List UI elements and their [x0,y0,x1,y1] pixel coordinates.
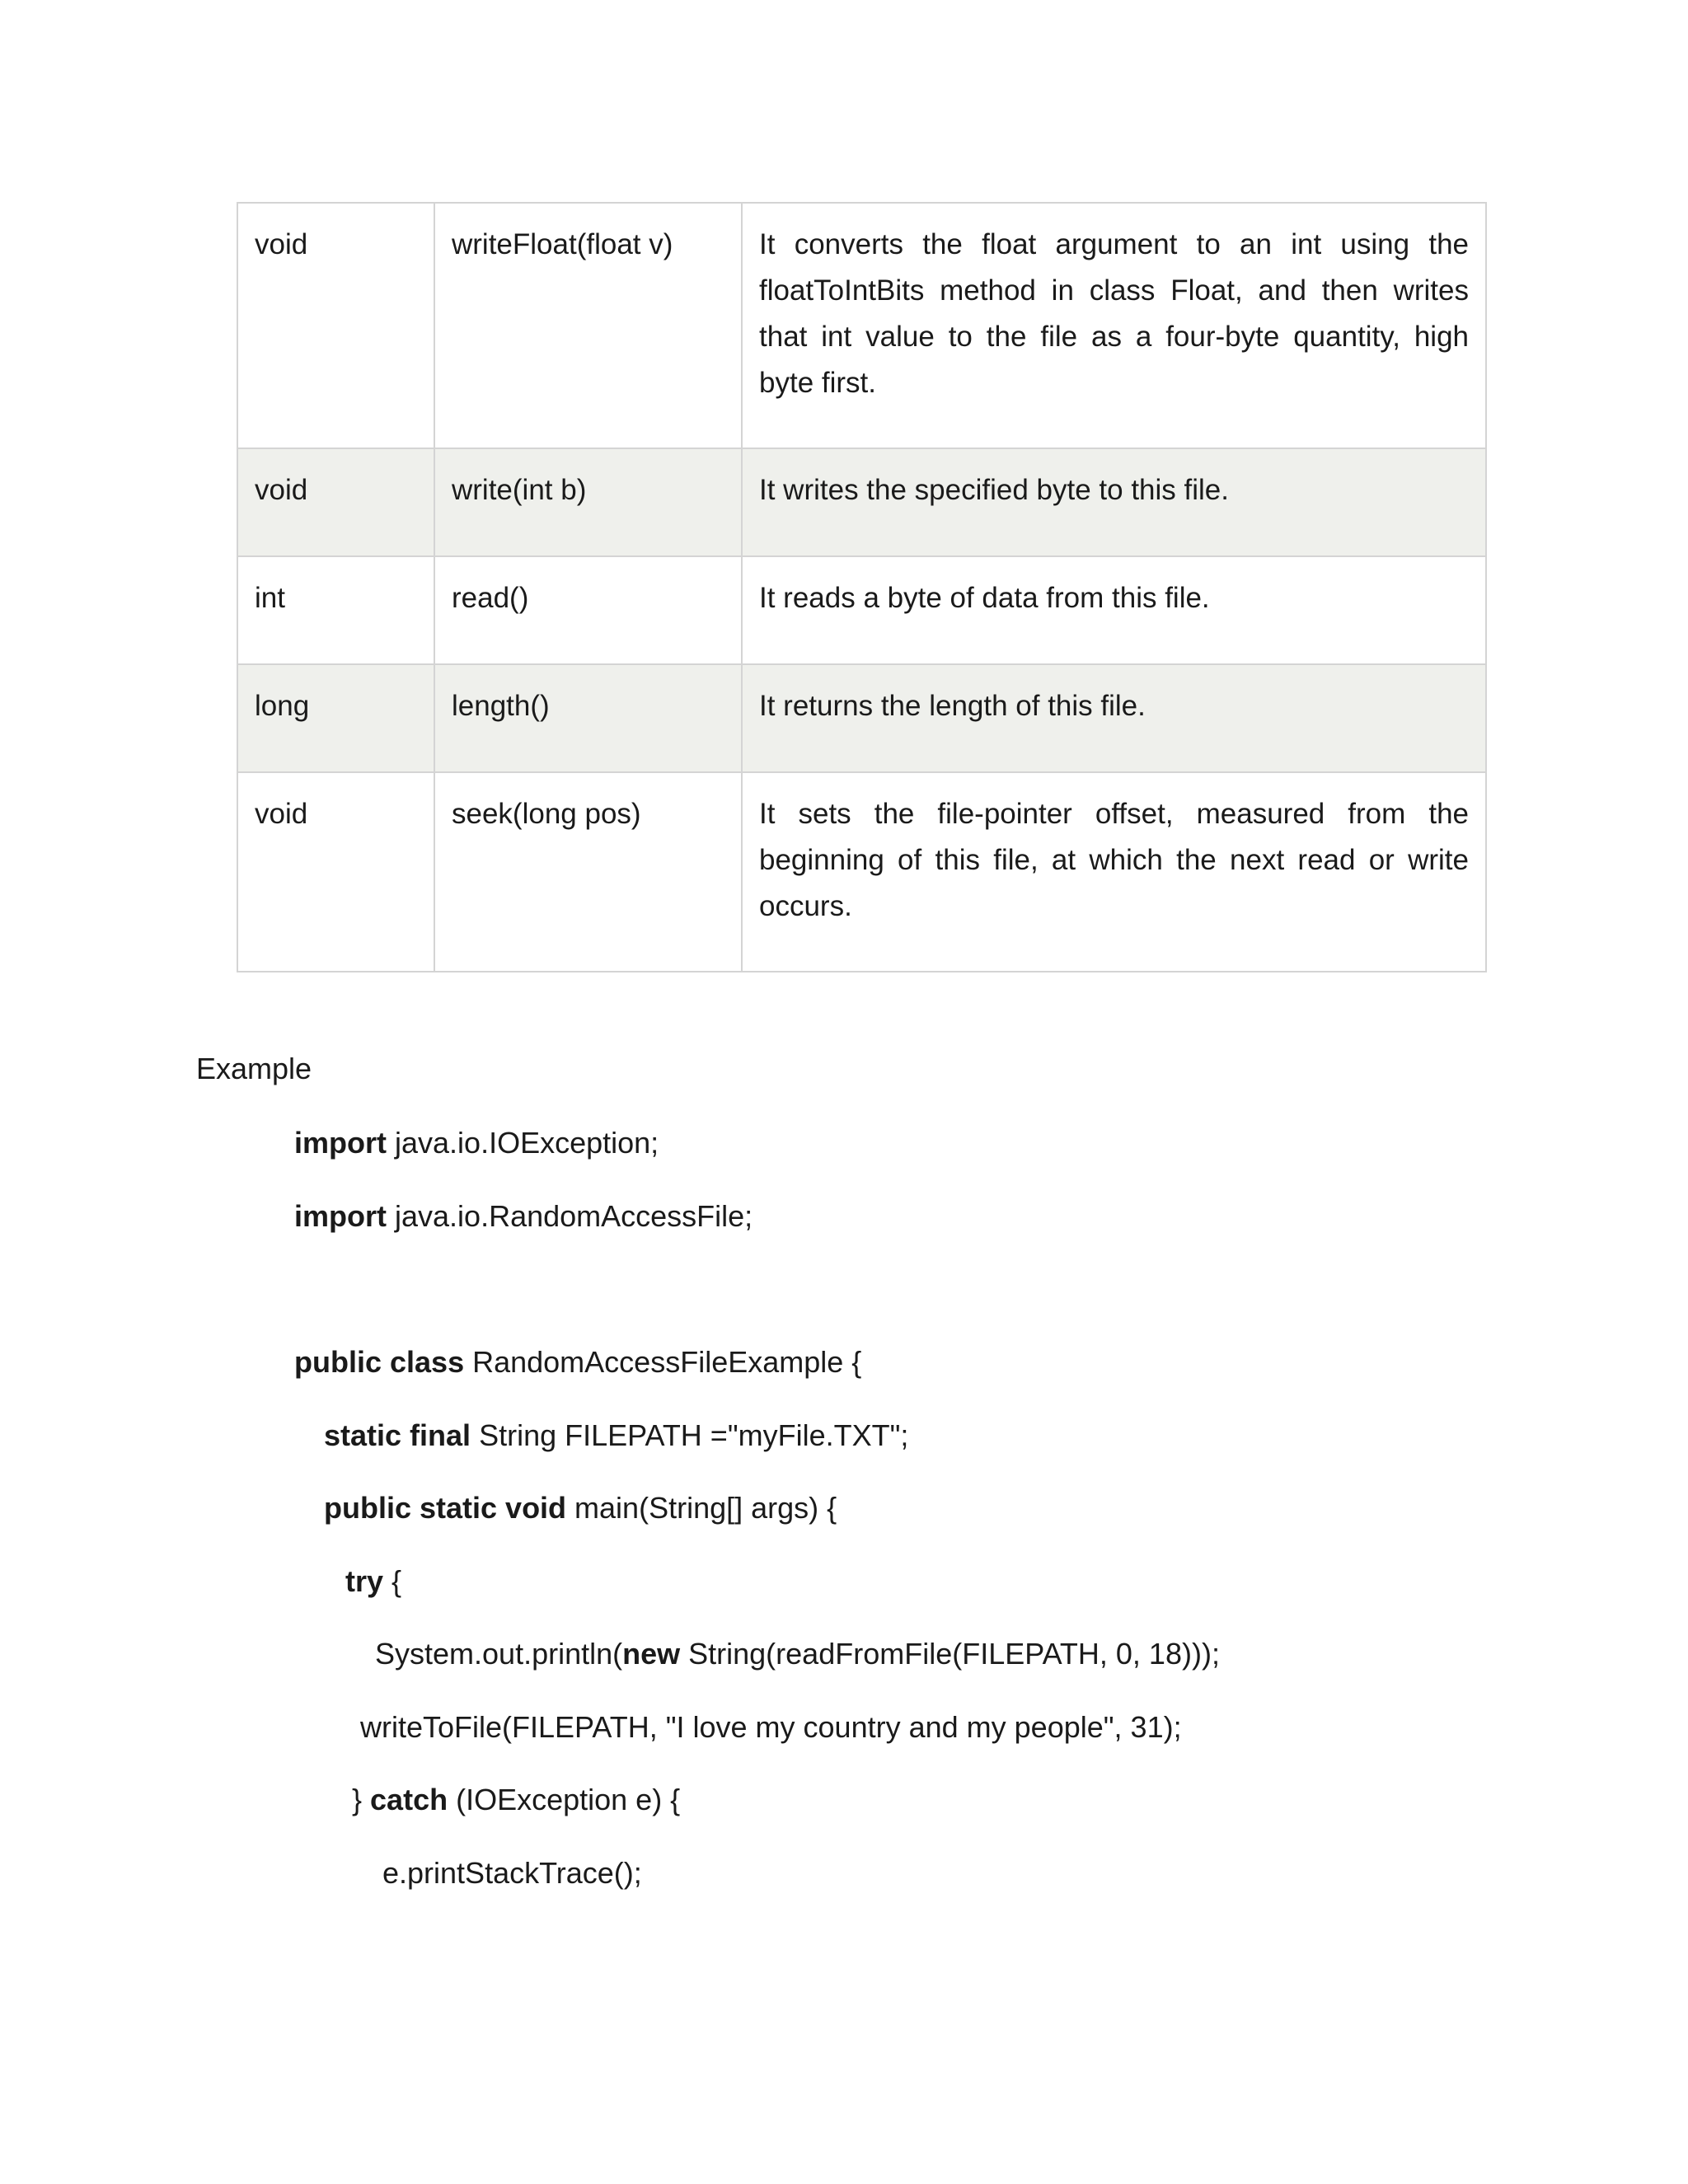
code-text: java.io.RandomAccessFile; [387,1199,753,1233]
return-type-cell: void [237,448,434,556]
code-text: main(String[] args) { [566,1491,837,1525]
method-description-cell: It converts the float argument to an int using the floatToIntBits method in class Float, and then writes that int value to the file as a four-byte quantity, high byte first. [742,203,1486,448]
table-row [237,772,1486,972]
table-row [237,664,1486,772]
code-text: String FILEPATH ="myFile.TXT"; [471,1418,909,1452]
code-line [294,1196,753,1237]
code-keyword: public static void [324,1491,567,1525]
table-row [237,556,1486,664]
code-text: } [352,1783,371,1816]
method-signature-cell: seek(long pos) [434,772,742,972]
code-text: (IOException e) { [448,1783,681,1816]
method-description-cell: It reads a byte of data from this file. [742,556,1486,664]
code-keyword: import [294,1126,387,1160]
code-line [360,1707,1182,1748]
code-keyword: static final [324,1418,471,1452]
method-signature-cell: write(int b) [434,448,742,556]
code-line [345,1561,401,1602]
code-keyword: new [622,1637,681,1671]
code-text: RandomAccessFileExample { [464,1345,862,1379]
method-description-cell: It writes the specified byte to this file. [742,448,1486,556]
return-type-cell: int [237,556,434,664]
code-line [352,1779,680,1821]
return-type-cell: void [237,772,434,972]
code-keyword: try [345,1564,384,1598]
example-heading: Example [196,1052,312,1085]
code-text: { [383,1564,402,1598]
code-text: e.printStackTrace(); [382,1856,642,1890]
return-type-cell: long [237,664,434,772]
code-text: System.out.println( [375,1637,623,1671]
method-description-cell: It sets the file-pointer offset, measured from the beginning of this file, at which the next read or write occurs. [742,772,1486,972]
table-row [237,448,1486,556]
method-description-cell: It returns the length of this file. [742,664,1486,772]
code-keyword: catch [370,1783,448,1816]
table-row [237,203,1486,448]
method-signature-cell: read() [434,556,742,664]
code-text: java.io.IOException; [387,1126,659,1160]
code-line [294,1342,861,1383]
code-line [294,1122,659,1164]
code-line [382,1853,642,1894]
method-signature-cell: writeFloat(float v) [434,203,742,448]
code-text: writeToFile(FILEPATH, "I love my country and my people", 31); [360,1710,1182,1744]
code-keyword: import [294,1199,387,1233]
code-text: String(readFromFile(FILEPATH, 0, 18))); [680,1637,1220,1671]
method-signature-cell: length() [434,664,742,772]
code-line [375,1633,1220,1675]
code-line [324,1415,908,1456]
method-summary-table [237,202,1487,972]
code-line [324,1488,837,1529]
return-type-cell: void [237,203,434,448]
code-keyword: public class [294,1345,465,1379]
